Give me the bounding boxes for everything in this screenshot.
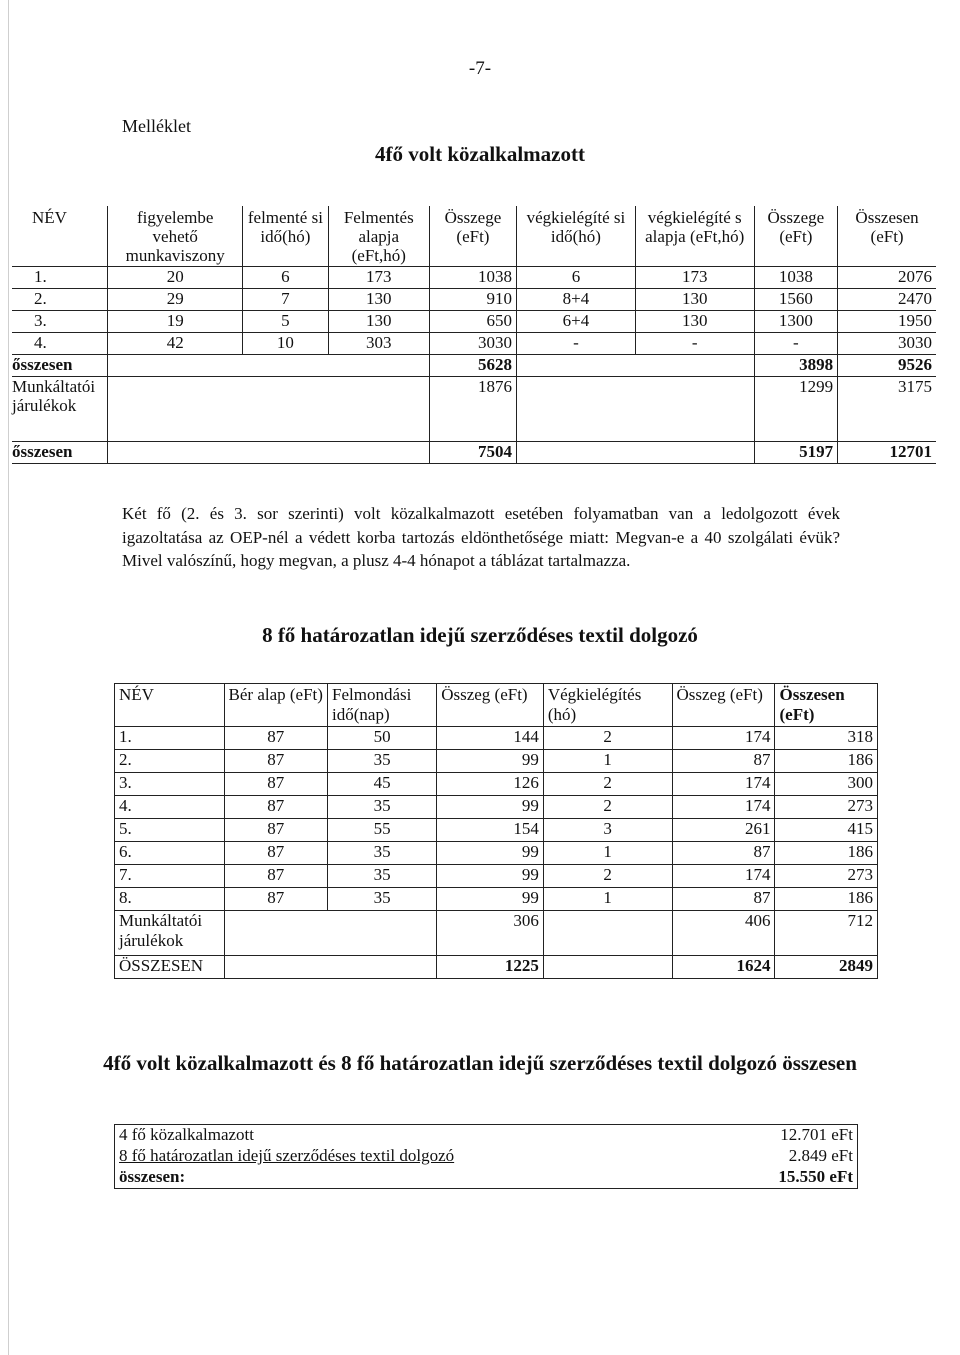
table-cell: 35 [328, 796, 437, 819]
table-row [12, 267, 936, 289]
col-header-amount1: Összeg (eFt) [437, 684, 544, 727]
table-cell: 650 [429, 311, 516, 333]
table-cell: 35 [328, 750, 437, 773]
table-cell: 99 [437, 888, 544, 911]
table-cell: 8 fő határozatlan idejű szerződéses textil dolgozó [119, 1146, 455, 1165]
table-cell: 15.550 eFt [778, 1167, 853, 1186]
table-cell: 1 [543, 750, 672, 773]
table-row [12, 333, 936, 355]
table-cell: 87 [224, 888, 328, 911]
table-cell: 130 [635, 289, 754, 311]
table-cell: 1 [543, 888, 672, 911]
table-cell: 154 [437, 819, 544, 842]
table-cell: 87 [672, 842, 775, 865]
table-cell: 174 [672, 773, 775, 796]
table-cell: 7 [243, 289, 329, 311]
table-cell: 130 [328, 311, 429, 333]
table-cell: 173 [635, 267, 754, 289]
table-cell: 87 [224, 727, 328, 750]
table-cell: 7504 [429, 442, 516, 464]
table-cell: 3030 [838, 333, 936, 355]
table-cell: 87 [672, 888, 775, 911]
table-cell: 2 [543, 727, 672, 750]
section1-title: 4fő volt közalkalmazott [375, 142, 585, 166]
col-header-amount2: Összeg (eFt) [672, 684, 775, 727]
table-cell: 1. [115, 727, 225, 750]
table-cell: 87 [224, 865, 328, 888]
table-row [115, 865, 878, 888]
col-header-name: NÉV [119, 685, 154, 704]
table-cell: ősszesen [12, 355, 108, 377]
table-cell: 2076 [838, 267, 936, 289]
total-row [115, 956, 878, 979]
table-cell: 318 [775, 727, 878, 750]
table-row [115, 796, 878, 819]
empty-cell [108, 377, 430, 442]
table-header-row [12, 206, 936, 267]
table-cell: 87 [224, 842, 328, 865]
table-cell: - [517, 333, 636, 355]
table-cell: 99 [437, 865, 544, 888]
empty-cell [517, 377, 755, 442]
col-header-severance-time: végkielégíté si idő(hó) [517, 206, 636, 267]
empty-cell [224, 956, 437, 979]
table-row [115, 819, 878, 842]
table-cell: 6+4 [517, 311, 636, 333]
table-cell: 173 [328, 267, 429, 289]
table-row [12, 289, 936, 311]
table-cell: - [754, 333, 838, 355]
table-cell: 1876 [429, 377, 516, 442]
table-cell: 273 [775, 865, 878, 888]
table-cell: 2470 [838, 289, 936, 311]
table-cell: 7. [115, 865, 225, 888]
table-cell: 35 [328, 888, 437, 911]
table-cell: 1299 [754, 377, 838, 442]
col-header-dismissal-time: felmenté si idő(hó) [243, 206, 329, 267]
attachment-label: Melléklet [122, 116, 191, 136]
table-cell: 1038 [754, 267, 838, 289]
employer-contributions-row [12, 377, 936, 442]
table-cell: 126 [437, 773, 544, 796]
table-cell: 2849 [775, 956, 878, 979]
table-cell: 4 fő közalkalmazott [119, 1125, 255, 1144]
table-cell: Munkáltatói járulékok [115, 911, 225, 956]
col-header-wage-base: Bér alap (eFt) [224, 684, 328, 727]
table-cell: 55 [328, 819, 437, 842]
summary-row [115, 1146, 858, 1167]
col-header-service: figyelembe vehető munkaviszony [108, 206, 243, 267]
page-number: -7- [468, 58, 492, 79]
table-cell: 261 [672, 819, 775, 842]
table-cell: 5197 [754, 442, 838, 464]
table-cell: 5 [243, 311, 329, 333]
table-cell: 303 [328, 333, 429, 355]
section3-title: 4fő volt közalkalmazott és 8 fő határozatlan idejű szerződéses textil dolgozó összesen [103, 1051, 857, 1075]
table-cell: 186 [775, 888, 878, 911]
table-cell: 87 [224, 796, 328, 819]
table-cell: - [635, 333, 754, 355]
table-cell: 19 [108, 311, 243, 333]
table-cell: 186 [775, 842, 878, 865]
table-cell: 87 [224, 750, 328, 773]
table-cell: 174 [672, 727, 775, 750]
table-cell: 1624 [672, 956, 775, 979]
table-row [115, 773, 878, 796]
subtotal-row [12, 355, 936, 377]
section2-title: 8 fő határozatlan idejű szerződéses textil dolgozó [262, 623, 698, 647]
table-cell: összesen: [119, 1167, 186, 1186]
table-cell: 12.701 eFt [780, 1125, 853, 1144]
table-cell: 2 [543, 865, 672, 888]
table-cell: 20 [108, 267, 243, 289]
empty-cell [108, 355, 430, 377]
table-cell: 99 [437, 796, 544, 819]
table-cell: 8. [115, 888, 225, 911]
table-cell: 6 [243, 267, 329, 289]
table-cell: 144 [437, 727, 544, 750]
empty-cell [543, 911, 672, 956]
table-cell: 87 [224, 819, 328, 842]
table-cell: 3175 [838, 377, 936, 442]
employer-contributions-row [115, 911, 878, 956]
table-cell: 186 [775, 750, 878, 773]
table-cell: 2 [543, 773, 672, 796]
explanatory-note: Két fő (2. és 3. sor szerinti) volt közalkalmazott esetében folyamatban van a ledolgozott évek igazoltatása az OEP-nél a védett korba tartozás eldönthetősége miatt: Megvan-e a 40 szolgálati évük? Mivel valószínű, hogy megvan, a plusz 4-4 hónapot a táblázat tartalmazza. [122, 504, 840, 570]
table-cell: 29 [108, 289, 243, 311]
table-cell: 4. [115, 796, 225, 819]
table-cell: 12701 [838, 442, 936, 464]
table-row [12, 311, 936, 333]
table-row [115, 842, 878, 865]
table-cell: 1560 [754, 289, 838, 311]
empty-cell [517, 355, 755, 377]
table-cell: 273 [775, 796, 878, 819]
table-cell: 1300 [754, 311, 838, 333]
col-header-severance-amount: Összege (eFt) [754, 206, 838, 267]
table-cell: 4. [12, 333, 108, 355]
table-cell: 42 [108, 333, 243, 355]
table-row [115, 727, 878, 750]
empty-cell [108, 442, 430, 464]
table-cell: 5628 [429, 355, 516, 377]
col-header-name: NÉV [32, 208, 67, 227]
table-cell: 3 [543, 819, 672, 842]
table-cell: 99 [437, 750, 544, 773]
table-cell: 87 [672, 750, 775, 773]
summary-total-row [115, 1167, 858, 1189]
col-header-severance-base: végkielégíté s alapja (eFt,hó) [635, 206, 754, 267]
table-cell: 9526 [838, 355, 936, 377]
scan-edge-line [8, 0, 9, 1355]
table-cell: 3. [12, 311, 108, 333]
table-header-row [115, 684, 878, 727]
table-cell: 6 [517, 267, 636, 289]
table-cell: Munkáltatói járulékok [12, 377, 108, 442]
table-cell: 2. [12, 289, 108, 311]
table-cell: 712 [775, 911, 878, 956]
table-cell: 1. [12, 267, 108, 289]
total-row [12, 442, 936, 464]
summary-row [115, 1125, 858, 1147]
table-cell: ÖSSZESEN [115, 956, 225, 979]
col-header-severance: Végkielégítés (hó) [543, 684, 672, 727]
table-cell: 1225 [437, 956, 544, 979]
empty-cell [224, 911, 437, 956]
table-cell: 306 [437, 911, 544, 956]
table-cell: 300 [775, 773, 878, 796]
table-cell: 415 [775, 819, 878, 842]
table-cell: 1038 [429, 267, 516, 289]
table-row [115, 888, 878, 911]
table-cell: 5. [115, 819, 225, 842]
empty-cell [543, 956, 672, 979]
table-cell: 1950 [838, 311, 936, 333]
table-cell: 35 [328, 842, 437, 865]
table-cell: 6. [115, 842, 225, 865]
table-row [115, 750, 878, 773]
table-cell: 45 [328, 773, 437, 796]
table-cell: 3030 [429, 333, 516, 355]
table-cell: 2. [115, 750, 225, 773]
table-cell: 910 [429, 289, 516, 311]
table-cell: 2 [543, 796, 672, 819]
table-cell: 130 [635, 311, 754, 333]
table-cell: 406 [672, 911, 775, 956]
table-cell: 3. [115, 773, 225, 796]
textile-workers-table [114, 683, 878, 979]
table-cell: 87 [224, 773, 328, 796]
table-cell: ősszesen [12, 442, 108, 464]
table-cell: 174 [672, 865, 775, 888]
grand-summary-table [114, 1124, 858, 1189]
table-cell: 3898 [754, 355, 838, 377]
former-employees-table [12, 206, 936, 464]
table-cell: 50 [328, 727, 437, 750]
col-header-dismissal-amount: Összege (eFt) [429, 206, 516, 267]
table-cell: 35 [328, 865, 437, 888]
table-cell: 10 [243, 333, 329, 355]
col-header-total: Összesen (eFt) [775, 684, 878, 727]
col-header-dismissal-base: Felmentés alapja (eFt,hó) [328, 206, 429, 267]
table-cell: 8+4 [517, 289, 636, 311]
col-header-notice-period: Felmondási idő(nap) [328, 684, 437, 727]
table-cell: 99 [437, 842, 544, 865]
table-cell: 2.849 eFt [788, 1146, 853, 1165]
table-cell: 130 [328, 289, 429, 311]
empty-cell [517, 442, 755, 464]
table-cell: 174 [672, 796, 775, 819]
col-header-total: Összesen (eFt) [838, 206, 936, 267]
table-cell: 1 [543, 842, 672, 865]
